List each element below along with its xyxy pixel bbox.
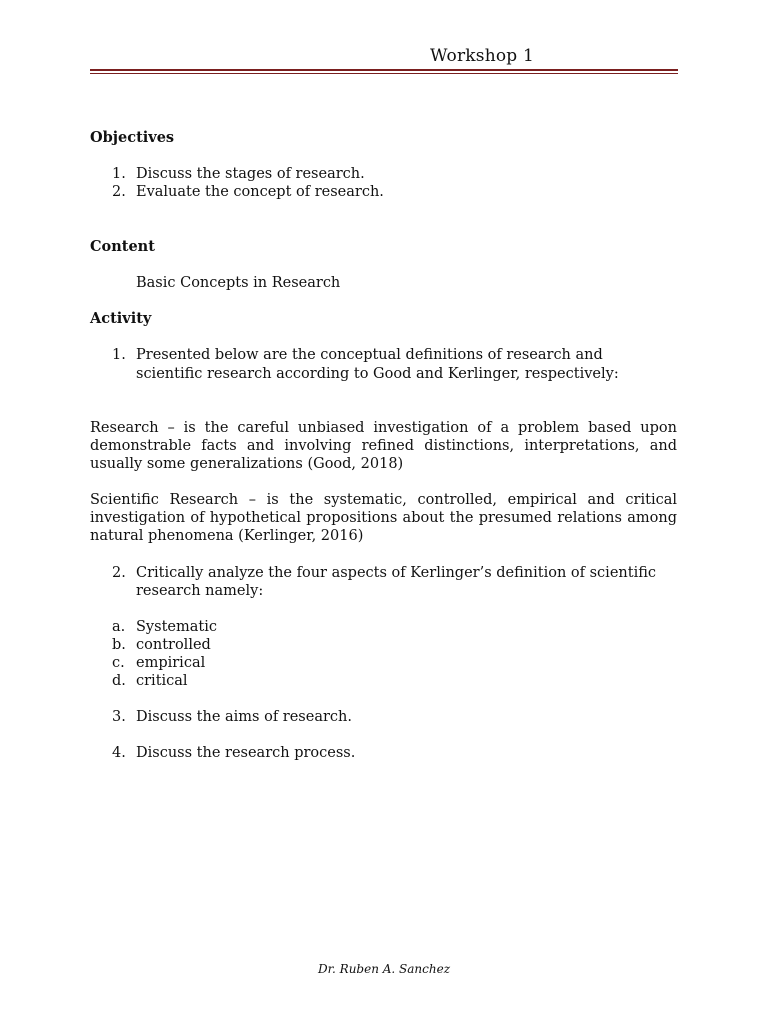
list-marker: 1. xyxy=(112,166,126,182)
list-marker: 2. xyxy=(112,184,126,200)
content-heading: Content xyxy=(90,238,155,255)
list-marker: 2. xyxy=(112,565,126,581)
workshop-title: Workshop 1 xyxy=(430,46,534,66)
aspect-text: Systematic xyxy=(136,619,217,635)
objective-text: Discuss the stages of research. xyxy=(136,166,365,182)
list-marker: b. xyxy=(112,637,126,653)
header-rule-thick xyxy=(90,69,678,71)
activity-item-text: research namely: xyxy=(136,583,264,599)
definition-scientific-research: Scientific Research – is the systematic, controlled, empirical and critical investigation of hypothetical propositions about the presumed relations among natural phenomena (Kerlinger, 2016) xyxy=(90,492,677,544)
activity-item-text: Presented below are the conceptual definitions of research and xyxy=(136,347,603,363)
definition-research: Research – is the careful unbiased investigation of a problem based upon demonstrable facts and involving refined distinctions, interpretations, and usually some generalizations (Good, 2018) xyxy=(90,420,677,472)
list-marker: 4. xyxy=(112,745,126,761)
aspect-text: critical xyxy=(136,673,188,689)
list-marker: c. xyxy=(112,655,125,671)
objective-text: Evaluate the concept of research. xyxy=(136,184,384,200)
aspect-text: empirical xyxy=(136,655,206,671)
activity-item-text: Discuss the aims of research. xyxy=(136,709,352,725)
content-topic: Basic Concepts in Research xyxy=(136,275,341,291)
footer-author: Dr. Ruben A. Sanchez xyxy=(317,962,451,976)
activity-item-text: Critically analyze the four aspects of Kerlinger’s definition of scientific xyxy=(136,565,656,581)
list-marker: a. xyxy=(112,619,126,635)
header-rule xyxy=(90,69,678,74)
activity-item-text: Discuss the research process. xyxy=(136,745,356,761)
list-marker: 3. xyxy=(112,709,126,725)
header-rule-thin xyxy=(90,73,678,74)
activity-item-text: scientific research according to Good and Kerlinger, respectively: xyxy=(136,366,619,382)
list-marker: d. xyxy=(112,673,126,689)
aspect-text: controlled xyxy=(136,637,211,653)
activity-heading: Activity xyxy=(90,310,152,327)
objectives-heading: Objectives xyxy=(90,129,175,146)
list-marker: 1. xyxy=(112,347,126,363)
